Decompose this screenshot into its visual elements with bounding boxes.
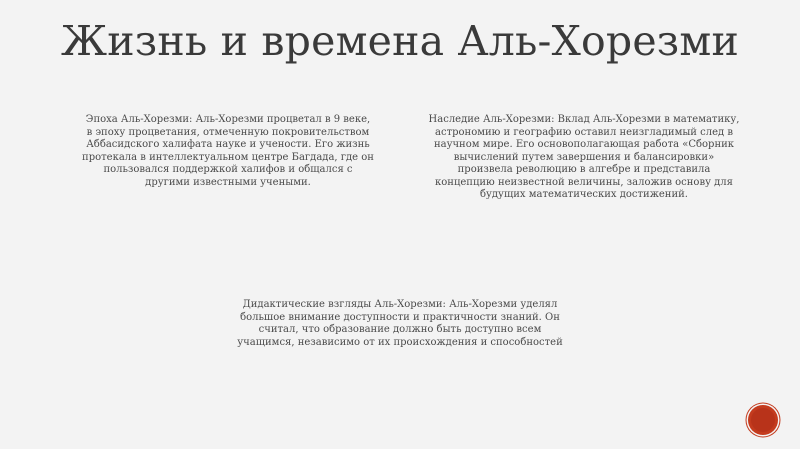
nav-button-inner [751,408,775,432]
slide-title: Жизнь и времена Аль-Хорезми [61,17,739,65]
text-block-era: Эпоха Аль-Хорезми: Аль-Хорезми процветал в 9 веке, в эпоху процветания, отмеченную покровительством Аббасидского халифата науке и учености. Его жизнь протекала в интеллектуальном центре Багдада, где он пользовался поддержкой халифов и общался с другими известными учеными. [82,114,374,188]
text-block-legacy: Наследие Аль-Хорезми: Вклад Аль-Хорезми в математику, астрономию и географию оставил неизгладимый след в научном мире. Его основополагающая работа «Сборник вычислений путем завершения и балансировки» произвела революцию в алгебре и представила концепцию неизвестной величины, заложив основу для будущих математических достижений. [428,114,740,200]
text-block-didactic: Дидактические взгляды Аль-Хорезми: Аль-Хорезми уделял большое внимание доступности и практичности знаний. Он считал, что образование должно быть доступно всем учащимся, независимо от их происхождения и способностей [237,299,563,348]
red-circle-icon[interactable] [748,405,778,435]
